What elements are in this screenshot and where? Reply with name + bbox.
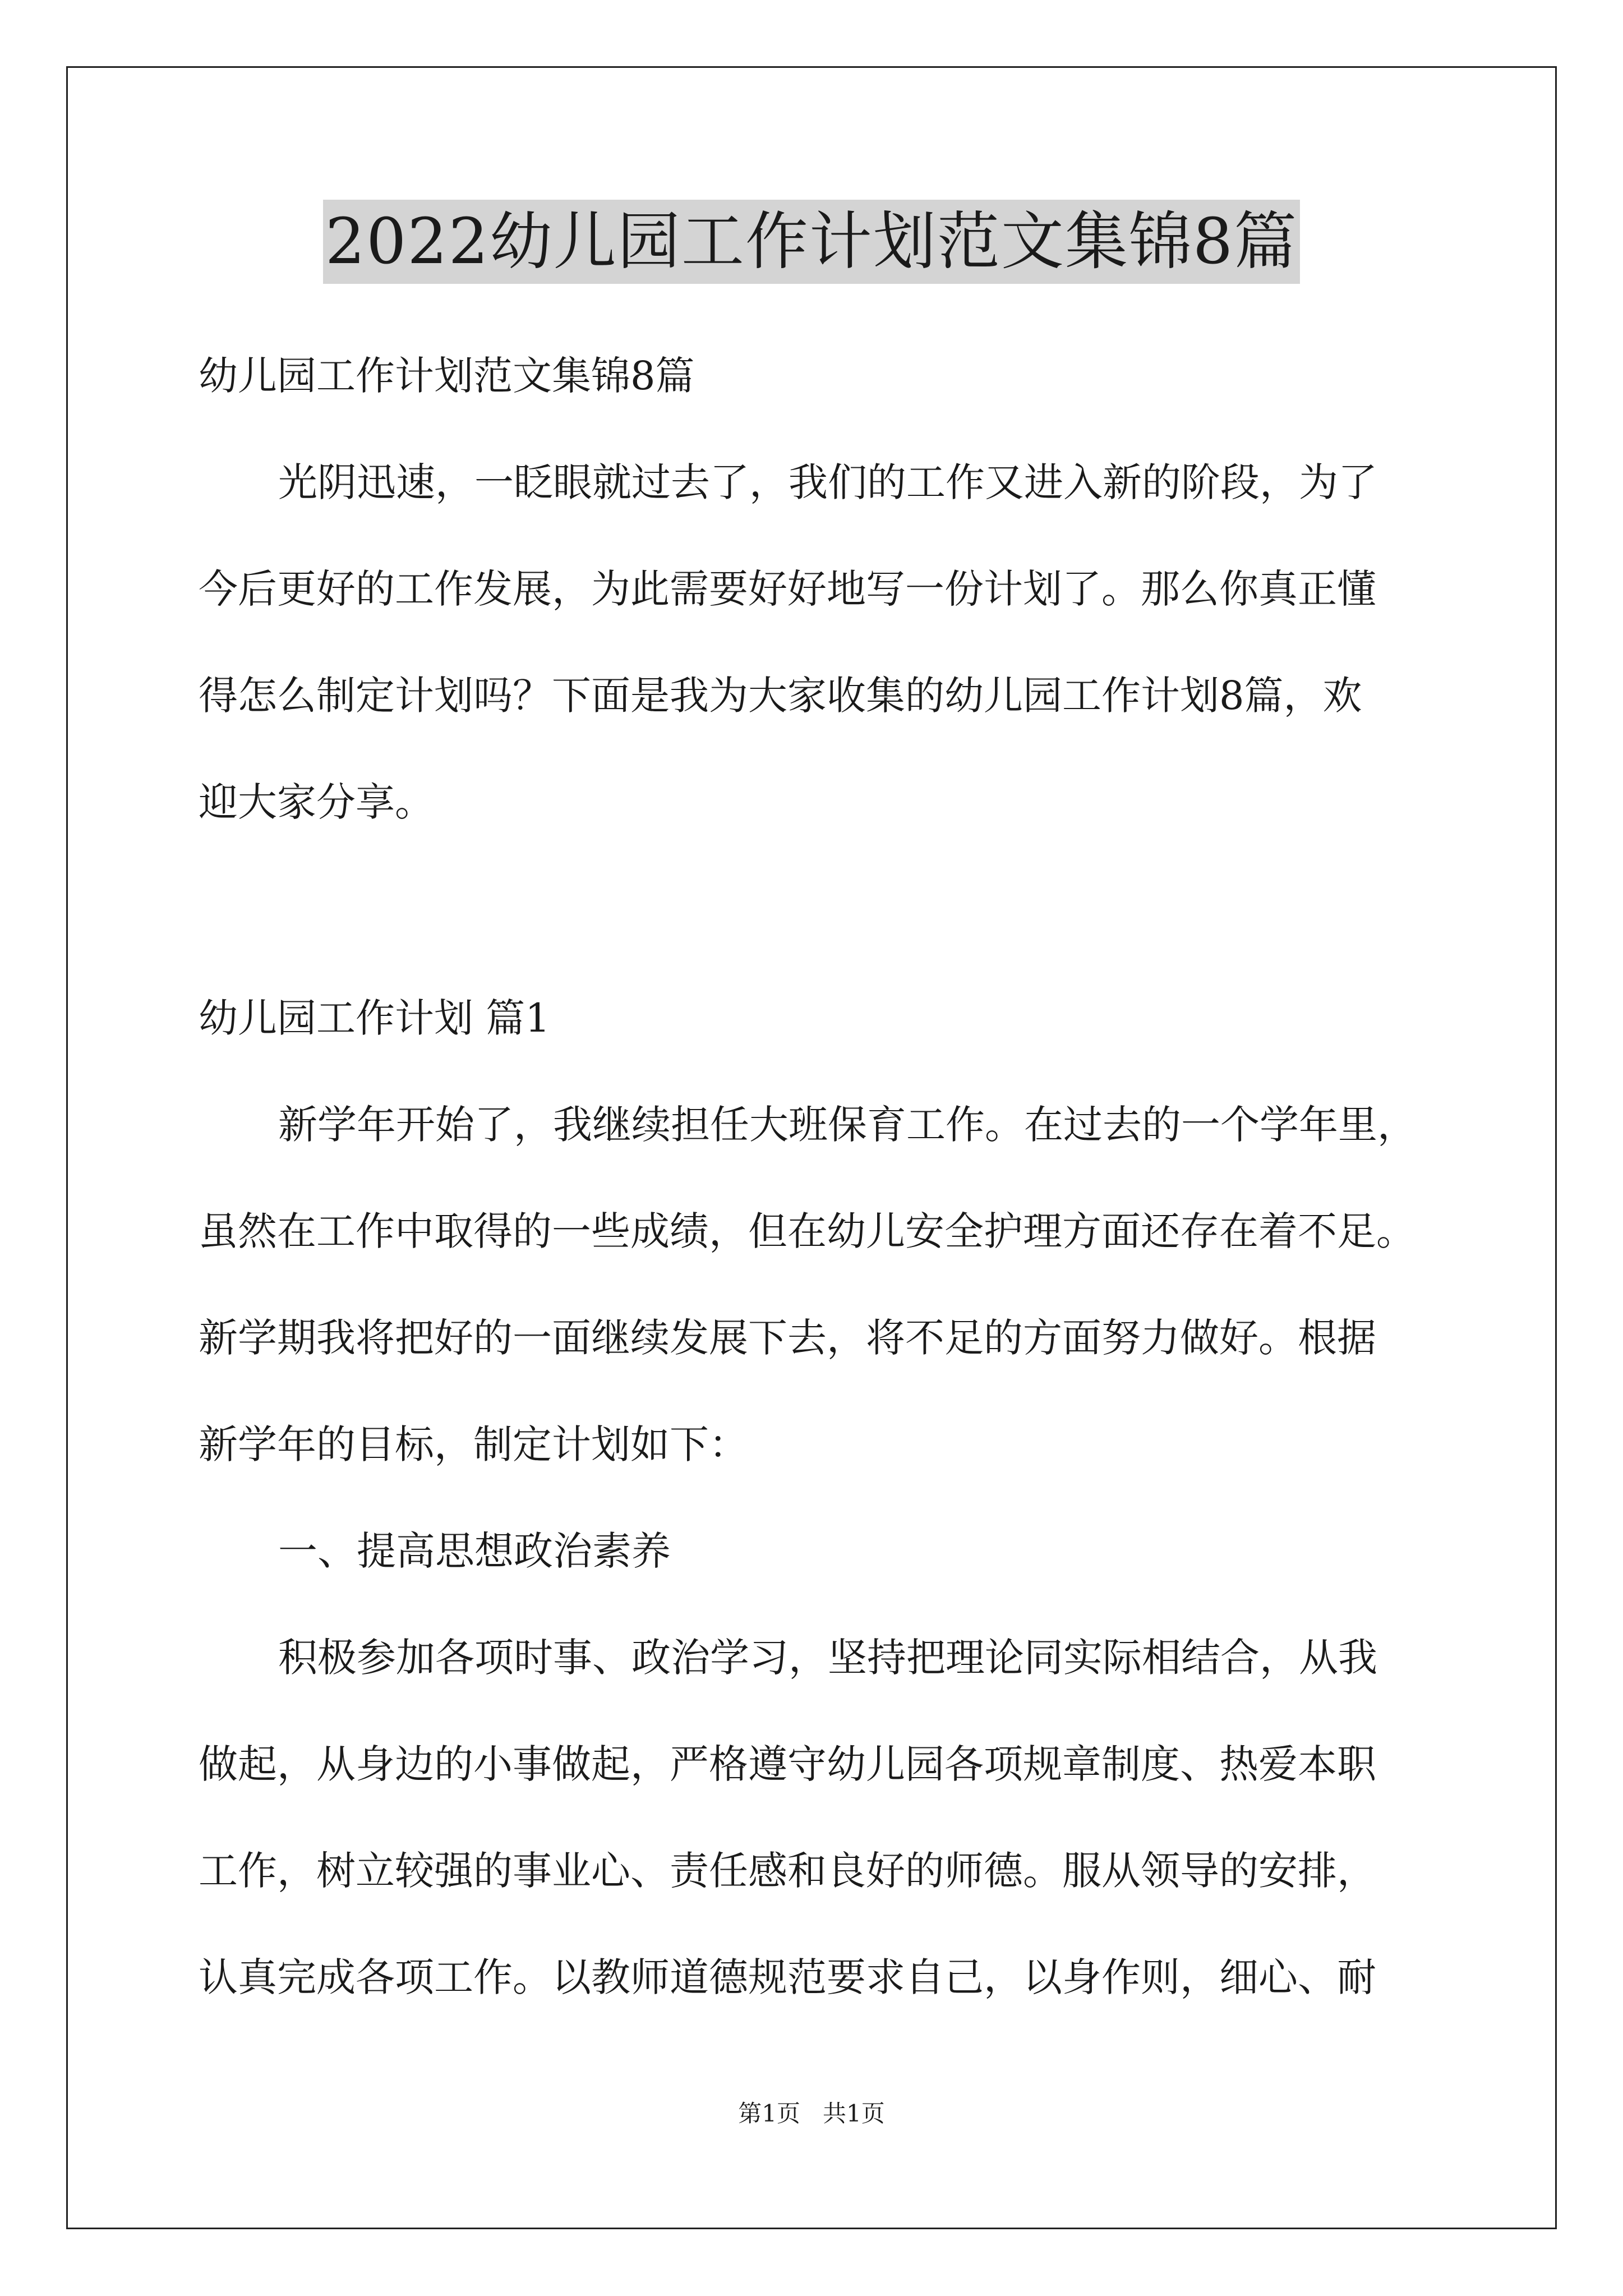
title-container xyxy=(0,200,1623,284)
paragraph-line: 今后更好的工作发展，为此需要好好地写一份计划了。那么你真正懂 xyxy=(199,566,1376,612)
paragraph-line: 认真完成各项工作。以教师道德规范要求自己，以身作则，细心、耐 xyxy=(199,1954,1376,2000)
paragraph-line: 迎大家分享。 xyxy=(199,779,434,825)
paragraph-line: 光阴迅速，一眨眼就过去了，我们的工作又进入新的阶段，为了 xyxy=(278,459,1377,505)
paragraph-line: 新学年的目标，制定计划如下： xyxy=(199,1421,748,1467)
paragraph-line: 新学期我将把好的一面继续发展下去，将不足的方面努力做好。根据 xyxy=(199,1315,1376,1361)
section-heading: 幼儿园工作计划 篇1 xyxy=(199,995,550,1041)
page-footer: 第1页 共1页 xyxy=(738,2100,885,2127)
document-title: 2022幼儿园工作计划范文集锦8篇 xyxy=(323,200,1300,284)
paragraph-line: 得怎么制定计划吗？下面是我为大家收集的幼儿园工作计划8篇，欢 xyxy=(199,673,1362,719)
subsection-heading: 一、提高思想政治素养 xyxy=(278,1528,671,1574)
paragraph-line: 积极参加各项时事、政治学习，坚持把理论同实际相结合，从我 xyxy=(278,1635,1377,1681)
paragraph-line: 虽然在工作中取得的一些成绩，但在幼儿安全护理方面还存在着不足。 xyxy=(199,1208,1415,1254)
paragraph-line: 新学年开始了，我继续担任大班保育工作。在过去的一个学年里， xyxy=(278,1102,1417,1148)
paragraph-line: 工作，树立较强的事业心、责任感和良好的师德。服从领导的安排， xyxy=(199,1848,1376,1894)
subtitle-line: 幼儿园工作计划范文集锦8篇 xyxy=(199,353,695,399)
paragraph-line: 做起，从身边的小事做起，严格遵守幼儿园各项规章制度、热爱本职 xyxy=(199,1741,1376,1787)
